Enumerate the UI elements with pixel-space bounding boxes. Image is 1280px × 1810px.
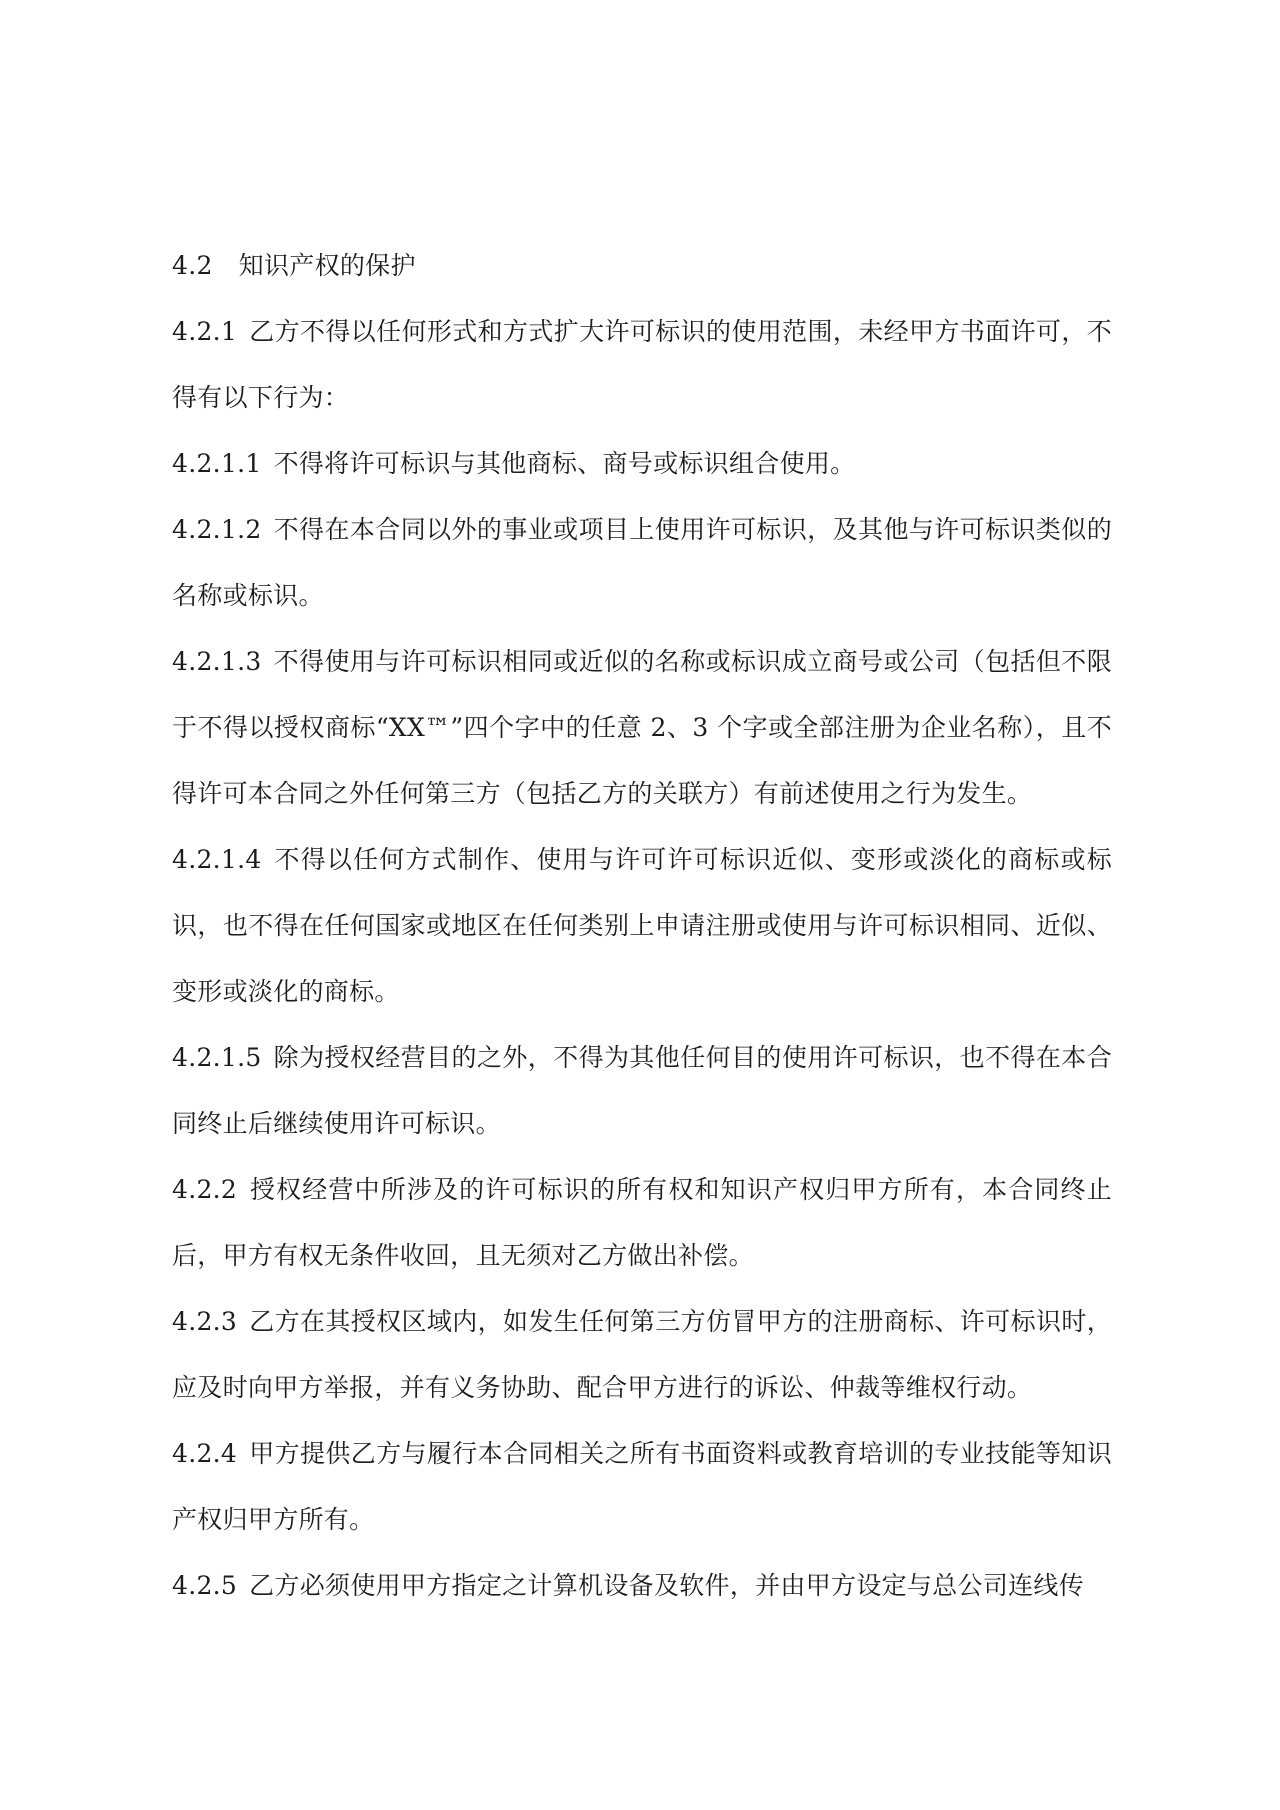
clause-number: 4.2.2 xyxy=(172,1175,238,1204)
clause-4-2-1-1 xyxy=(172,431,1112,497)
clause-text: 不得使用与许可标识相同或近似的名称或标识成立商号或公司（包括但不限于不得以授权商标“XX™”四个字中的任意 2、3 个字或全部注册为企业名称），且不得许可本合同之外任何第三方（包括乙方的关联方）有前述使用之行为发生。 xyxy=(172,647,1112,808)
clause-4-2-1-2 xyxy=(172,497,1112,629)
clause-number: 4.2.1.2 xyxy=(172,515,262,544)
clause-number: 4.2.1.1 xyxy=(172,449,262,478)
clause-number: 4.2.3 xyxy=(172,1307,238,1336)
clause-text: 乙方不得以任何形式和方式扩大许可标识的使用范围，未经甲方书面许可，不得有以下行为： xyxy=(172,317,1112,412)
clause-number: 4.2.1.4 xyxy=(172,845,262,874)
clause-4-2-2 xyxy=(172,1157,1112,1289)
clause-4-2-4 xyxy=(172,1421,1112,1553)
section-number: 4.2 xyxy=(172,251,213,280)
section-heading xyxy=(172,233,1112,299)
clause-4-2-1-4 xyxy=(172,827,1112,1025)
clause-text: 不得在本合同以外的事业或项目上使用许可标识，及其他与许可标识类似的名称或标识。 xyxy=(172,515,1112,610)
clause-text: 甲方提供乙方与履行本合同相关之所有书面资料或教育培训的专业技能等知识产权归甲方所有。 xyxy=(172,1439,1112,1534)
clause-number: 4.2.1 xyxy=(172,317,238,346)
clause-4-2-5 xyxy=(172,1553,1112,1619)
clause-text: 授权经营中所涉及的许可标识的所有权和知识产权归甲方所有，本合同终止后，甲方有权无条件收回，且无须对乙方做出补偿。 xyxy=(172,1175,1112,1270)
clause-text: 乙方必须使用甲方指定之计算机设备及软件，并由甲方设定与总公司连线传 xyxy=(249,1571,1085,1600)
clause-text: 不得以任何方式制作、使用与许可许可标识近似、变形或淡化的商标或标识，也不得在任何国家或地区在任何类别上申请注册或使用与许可标识相同、近似、变形或淡化的商标。 xyxy=(172,845,1112,1006)
clause-text: 除为授权经营目的之外，不得为其他任何目的使用许可标识，也不得在本合同终止后继续使用许可标识。 xyxy=(172,1043,1112,1138)
document-body xyxy=(172,233,1112,1619)
clause-4-2-3 xyxy=(172,1289,1112,1421)
clause-number: 4.2.5 xyxy=(172,1571,238,1600)
clause-4-2-1-3 xyxy=(172,629,1112,827)
clause-number: 4.2.1.3 xyxy=(172,647,262,676)
clause-4-2-1 xyxy=(172,299,1112,431)
clause-text: 不得将许可标识与其他商标、商号或标识组合使用。 xyxy=(273,449,856,478)
clause-number: 4.2.1.5 xyxy=(172,1043,262,1072)
clause-text: 乙方在其授权区域内，如发生任何第三方仿冒甲方的注册商标、许可标识时，应及时向甲方举报，并有义务协助、配合甲方进行的诉讼、仲裁等维权行动。 xyxy=(172,1307,1112,1402)
clause-4-2-1-5 xyxy=(172,1025,1112,1157)
clause-number: 4.2.4 xyxy=(172,1439,238,1468)
section-title: 知识产权的保护 xyxy=(238,251,416,280)
